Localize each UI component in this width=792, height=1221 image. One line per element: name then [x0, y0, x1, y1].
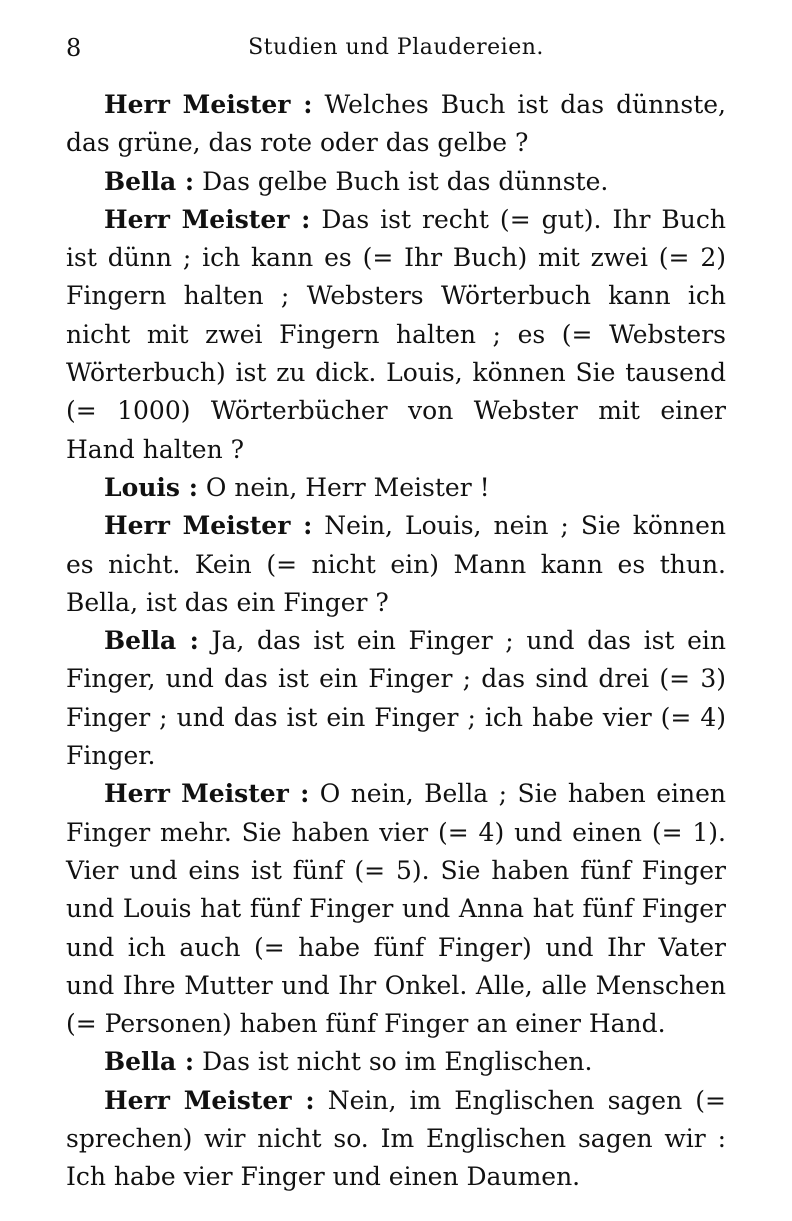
dialogue-paragraph — [66, 201, 726, 469]
page-body — [66, 86, 726, 1197]
speaker-name: Bella : — [104, 1047, 195, 1077]
dialogue-paragraph — [66, 1043, 726, 1081]
dialogue-text: Ja, das ist ein Finger ; und das ist ein Finger, und das ist ein Finger ; das sind drei (= 3) Finger ; und das ist ein Finger ; ich habe vier (= 4) Finger. — [66, 626, 726, 771]
dialogue-paragraph — [66, 622, 726, 775]
dialogue-text: O nein, Bella ; Sie haben einen Finger mehr. Sie haben vier (= 4) und einen (= 1). Vier und eins ist fünf (= 5). Sie haben fünf Finger und Louis hat fünf Finger und Anna hat fünf Finger und ich auch (= habe fünf Finger) und Ihr Vater und Ihre Mutter und Ihr Onkel. Alle, alle Menschen (= Personen) haben fünf Finger an einer Hand. — [66, 779, 726, 1039]
dialogue-paragraph — [66, 1082, 726, 1197]
speaker-name: Herr Meister : — [104, 204, 311, 234]
dialogue-paragraph — [66, 163, 726, 201]
dialogue-text: Das gelbe Buch ist das dünnste. — [194, 166, 609, 196]
dialogue-paragraph — [66, 469, 726, 507]
speaker-name: Herr Meister : — [104, 1085, 315, 1115]
speaker-name: Bella : — [104, 626, 199, 656]
speaker-name: Bella : — [104, 166, 195, 196]
dialogue-paragraph — [66, 86, 726, 163]
dialogue-text: Nein, Louis, nein ; Sie können es nicht. Kein (= nicht ein) Mann kann es thun. Bella, ist das ein Finger ? — [66, 511, 726, 617]
page-number: 8 — [66, 34, 82, 62]
page-header — [66, 30, 726, 66]
dialogue-text: Welches Buch ist das dünnste, das grüne, das rote oder das gelbe ? — [66, 90, 726, 158]
dialogue-text: Das ist nicht so im Englischen. — [194, 1047, 593, 1077]
speaker-name: Louis : — [104, 472, 198, 502]
dialogue-text: Das ist recht (= gut). Ihr Buch ist dünn ; ich kann es (= Ihr Buch) mit zwei (= 2) Fingern halten ; Websters Wörterbuch kann ich nicht mit zwei Fingern halten ; es (= Websters Wörterbuch) ist zu dick. Louis, können Sie tausend (= 1000) Wörterbücher von Webster mit einer Hand halten ? — [66, 204, 726, 464]
speaker-name: Herr Meister : — [104, 511, 313, 541]
dialogue-text: O nein, Herr Meister ! — [197, 472, 490, 502]
dialogue-paragraph — [66, 507, 726, 622]
speaker-name: Herr Meister : — [104, 90, 313, 119]
dialogue-paragraph — [66, 775, 726, 1043]
dialogue-text: Nein, im Englischen sagen (= sprechen) wir nicht so. Im Englischen sagen wir : Ich habe vier Finger und einen Daumen. — [66, 1085, 726, 1192]
running-head: Studien und Plaudereien. — [248, 35, 544, 60]
speaker-name: Herr Meister : — [104, 779, 310, 809]
